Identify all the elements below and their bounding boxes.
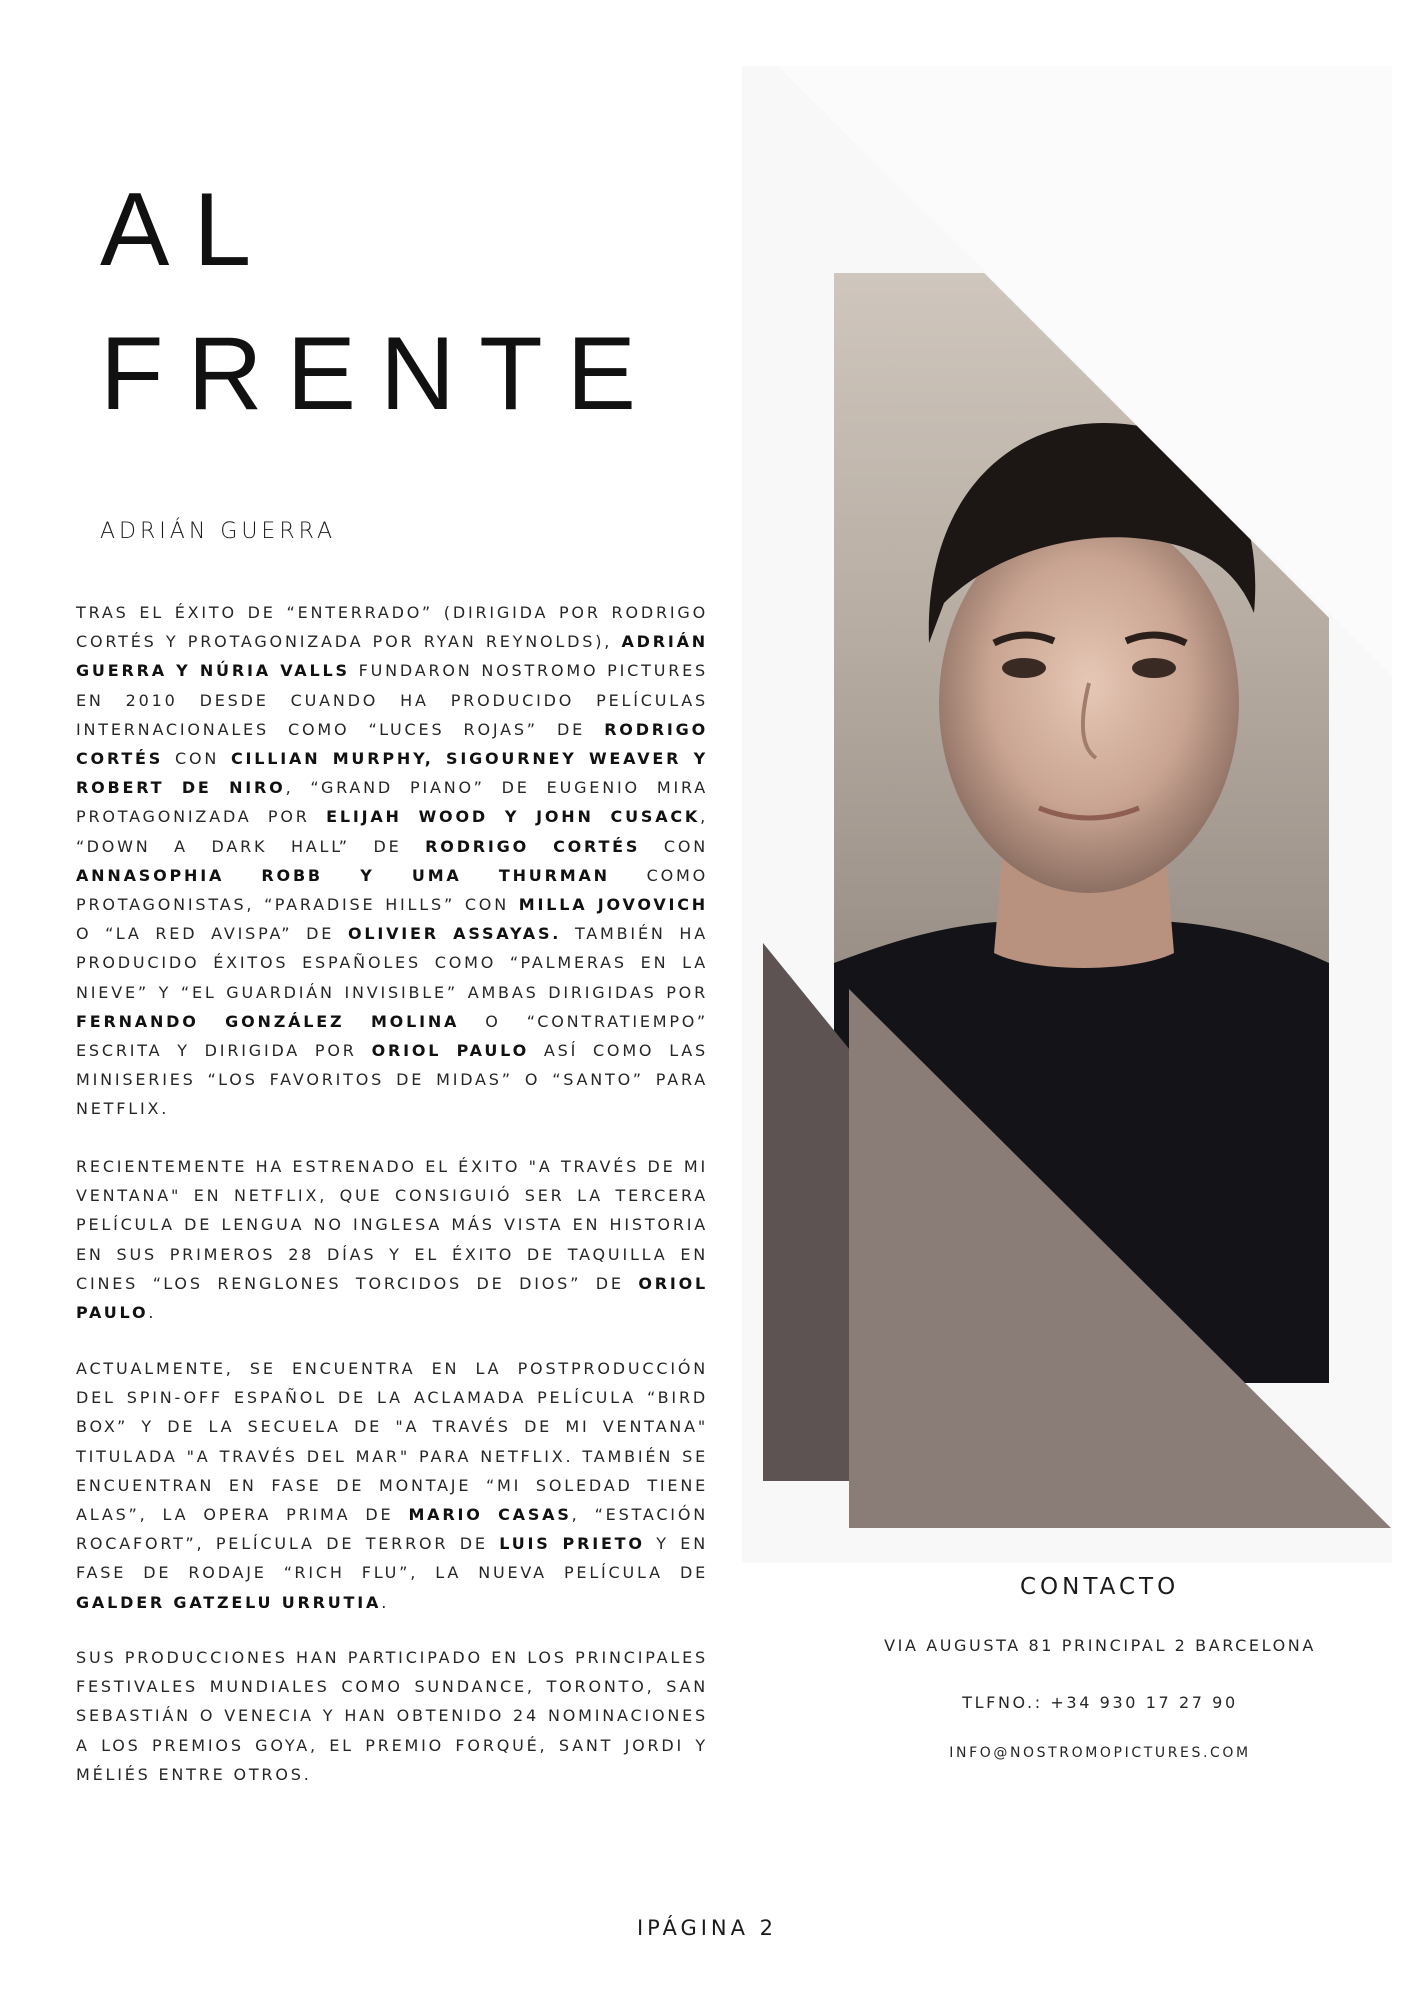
bold-run: OLIVIER ASSAYAS.: [347, 924, 562, 944]
text-run: .: [381, 1592, 390, 1612]
text-run: TRAS EL ÉXITO DE “ENTERRADO” (DIRIGIDA POR RODRIGO CORTÉS Y PROTAGONIZADA POR RYAN REYNOLDS),: [76, 603, 708, 652]
contact-phone[interactable]: TLFNO.: +34 930 17 27 90: [962, 1693, 1238, 1712]
text-run: COMO PROTAGONISTAS, “PARADISE HILLS” CON: [76, 865, 709, 915]
page-title-line-2: FRENTE: [100, 316, 660, 432]
bold-run: MARIO CASAS: [408, 1505, 572, 1525]
text-run: CON: [163, 749, 231, 769]
light-triangle: [849, 989, 1391, 1528]
bold-run: ADRIÁN GUERRA Y NÚRIA VALLS: [76, 632, 708, 681]
bold-run: ELIJAH WOOD Y JOHN CUSACK: [326, 807, 701, 827]
text-run: CON: [640, 836, 709, 856]
text-run: SUS PRODUCCIONES HAN PARTICIPADO EN LOS PRINCIPALES FESTIVALES MUNDIALES COMO SUNDANCE, TORONTO, SAN SEBASTIÁN O VENECIA Y HAN OBTENIDO 24 NOMINACIONES A LOS PREMIOS GOYA, EL PREMIO FORQUÉ, SANT JORDI Y MÉLIÉS ENTRE OTROS.: [76, 1648, 708, 1784]
bold-run: RODRIGO CORTÉS: [76, 719, 708, 769]
text-run: RECIENTEMENTE HA ESTRENADO EL ÉXITO "A TRAVÉS DE MI VENTANA" EN NETFLIX, QUE CONSIGUIÓ SER LA TERCERA PELÍCULA DE LENGUA NO INGLESA MÁS VISTA EN HISTORIA EN SUS PRIMEROS 28 DÍAS Y EL ÉXITO DE TAQUILLA EN CINES “LOS RENGLONES TORCIDOS DE DIOS” DE: [76, 1157, 708, 1293]
bold-run: MILLA JOVOVICH: [518, 895, 708, 915]
bold-run: LUIS PRIETO: [499, 1534, 645, 1554]
text-run: ASÍ COMO LAS MINISERIES “LOS FAVORITOS DE MIDAS” O “SANTO” PARA NETFLIX.: [76, 1041, 708, 1119]
contact-email-link[interactable]: INFO@NOSTROMOPICTURES.COM: [949, 1745, 1251, 1761]
text-run: TAMBIÉN HA PRODUCIDO ÉXITOS ESPAÑOLES COMO “PALMERAS EN LA NIEVE” Y “EL GUARDIÁN INVISIBLE” AMBAS DIRIGIDAS POR: [76, 924, 708, 1002]
page-title-line-1: AL: [100, 172, 276, 288]
text-run: O “LA RED AVISPA” DE: [76, 924, 348, 944]
bold-run: RODRIGO CORTÉS: [425, 836, 641, 856]
bold-run: GALDER GATZELU URRUTIA: [76, 1592, 382, 1612]
text-run: Y EN FASE DE RODAJE “RICH FLU”, LA NUEVA PELÍCULA DE: [76, 1534, 708, 1583]
text-run: O “CONTRATIEMPO” ESCRITA Y DIRIGIDA POR: [76, 1011, 708, 1061]
bold-run: ORIOL PAULO: [371, 1041, 529, 1061]
bold-run: ORIOL PAULO: [76, 1273, 708, 1323]
bold-run: FERNANDO GONZÁLEZ MOLINA: [76, 1011, 460, 1031]
text-run: .: [148, 1303, 157, 1323]
page-number: IPÁGINA 2: [636, 1916, 778, 1940]
text-run: , “ESTACIÓN ROCAFORT”, PELÍCULA DE TERROR DE: [76, 1505, 708, 1554]
paragraph-recent: [76, 1152, 708, 1327]
contact-heading: CONTACTO: [1020, 1574, 1180, 1600]
paragraph-festivals: [76, 1643, 708, 1789]
person-name: ADRIÁN GUERRA: [100, 519, 337, 544]
text-run: , “DOWN A DARK HALL” DE: [76, 807, 709, 856]
text-run: , “GRAND PIANO” DE EUGENIO MIRA PROTAGONIZADA POR: [76, 778, 708, 827]
text-run: FUNDARON NOSTROMO PICTURES EN 2010 DESDE CUANDO HA PRODUCIDO PELÍCULAS INTERNACIONALES COMO “LUCES ROJAS” DE: [76, 661, 708, 739]
contact-address: VIA AUGUSTA 81 PRINCIPAL 2 BARCELONA: [884, 1636, 1316, 1655]
bold-run: ANNASOPHIA ROBB Y UMA THURMAN: [76, 865, 610, 885]
dark-triangle: [763, 943, 850, 1481]
bold-run: CILLIAN MURPHY, SIGOURNEY WEAVER Y ROBERT DE NIRO: [76, 749, 709, 798]
paragraph-current: [76, 1354, 708, 1617]
paragraph-bio: [76, 598, 708, 1124]
text-run: ACTUALMENTE, SE ENCUENTRA EN LA POSTPRODUCCIÓN DEL SPIN-OFF ESPAÑOL DE LA ACLAMADA PELÍCULA “BIRD BOX” Y DE LA SECUELA DE "A TRAVÉS DE MI VENTANA" TITULADA "A TRAVÉS DEL MAR" PARA NETFLIX. TAMBIÉN SE ENCUENTRAN EN FASE DE MONTAJE “MI SOLEDAD TIENE ALAS”, LA OPERA PRIMA DE: [76, 1359, 708, 1525]
